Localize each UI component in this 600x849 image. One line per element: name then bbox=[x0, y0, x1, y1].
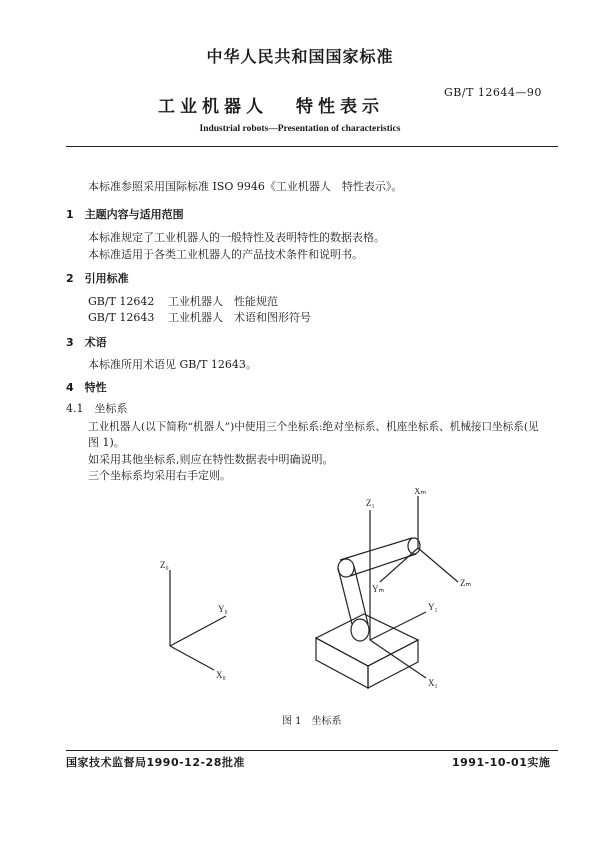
title-part-1: 工业机器人 bbox=[158, 97, 268, 117]
section-4-1-line-1: 工业机器人(以下简称“机器人”)中使用三个坐标系:绝对坐标系、机座坐标系、机械接口坐标系(见 bbox=[88, 421, 539, 433]
axis-zm bbox=[418, 548, 458, 582]
section-4-1-line-1b: 图 1)。 bbox=[88, 436, 125, 449]
reference-code: GB/T 12642 bbox=[88, 295, 155, 308]
section-3-line-1: 本标准所用术语见 GB/T 12643。 bbox=[88, 358, 257, 371]
label-y0: Y₀ bbox=[218, 604, 228, 614]
section-1-heading: 1 主题内容与适用范围 bbox=[66, 208, 184, 221]
reference-title: 工业机器人 性能规范 bbox=[168, 295, 278, 308]
document-title bbox=[158, 92, 384, 117]
axis-x0 bbox=[170, 646, 214, 670]
robot-waist-joint bbox=[351, 619, 369, 641]
axis-y0 bbox=[170, 616, 226, 646]
standard-title: 中华人民共和国国家标准 bbox=[206, 47, 394, 66]
label-xm: Xₘ bbox=[414, 488, 427, 496]
reference-code: GB/T 12643 bbox=[88, 311, 155, 324]
english-title: Industrial robots—Presentation of characteristics bbox=[199, 124, 401, 134]
robot-base-right bbox=[368, 640, 418, 688]
robot-elbow-joint bbox=[338, 559, 354, 577]
section-1-line-1: 本标准规定了工业机器人的一般特性及表明特性的数据表格。 bbox=[88, 231, 385, 244]
label-zm: Zₘ bbox=[460, 578, 472, 588]
reference-item bbox=[88, 293, 278, 309]
section-4-1-line-3: 三个坐标系均采用右手定则。 bbox=[88, 469, 231, 482]
approval-date: 国家技术监督局1990-12-28批准 bbox=[66, 756, 245, 769]
label-ym: Yₘ bbox=[372, 584, 385, 594]
implementation-date: 1991-10-01实施 bbox=[452, 756, 551, 769]
footer-divider bbox=[66, 750, 558, 751]
robot-upper-arm-edge bbox=[340, 538, 412, 560]
axis-y1 bbox=[370, 612, 426, 640]
reference-item bbox=[88, 309, 311, 325]
section-2-heading: 2 引用标准 bbox=[66, 272, 129, 285]
axis-ym bbox=[380, 548, 418, 582]
section-4-1-line-2: 如采用其他坐标系,则应在特性数据表中明确说明。 bbox=[88, 453, 334, 466]
robot-base-front bbox=[316, 638, 368, 688]
label-z0: Z₀ bbox=[160, 560, 169, 570]
figure-caption: 图 1 坐标系 bbox=[282, 716, 342, 727]
section-1-line-2: 本标准适用于各类工业机器人的产品技术条件和说明书。 bbox=[88, 248, 363, 261]
label-x0: X₀ bbox=[216, 670, 226, 680]
title-part-2: 特性表示 bbox=[296, 97, 384, 117]
coordinate-system-figure bbox=[140, 488, 480, 700]
robot-upper-arm-edge bbox=[350, 554, 416, 576]
section-3-heading: 3 术语 bbox=[66, 336, 107, 349]
label-y1: Y₁ bbox=[428, 602, 438, 612]
standard-code: GB/T 12644—90 bbox=[444, 86, 542, 99]
label-x1: X₁ bbox=[428, 678, 438, 688]
label-z1: Z₁ bbox=[366, 498, 375, 508]
section-4-1-heading: 4.1 坐标系 bbox=[66, 402, 128, 415]
intro-text: 本标准参照采用国际标准 ISO 9946《工业机器人 特性表示》。 bbox=[88, 180, 403, 193]
header-divider bbox=[66, 146, 558, 147]
reference-title: 工业机器人 术语和图形符号 bbox=[168, 311, 311, 324]
section-4-heading: 4 特性 bbox=[66, 381, 107, 394]
